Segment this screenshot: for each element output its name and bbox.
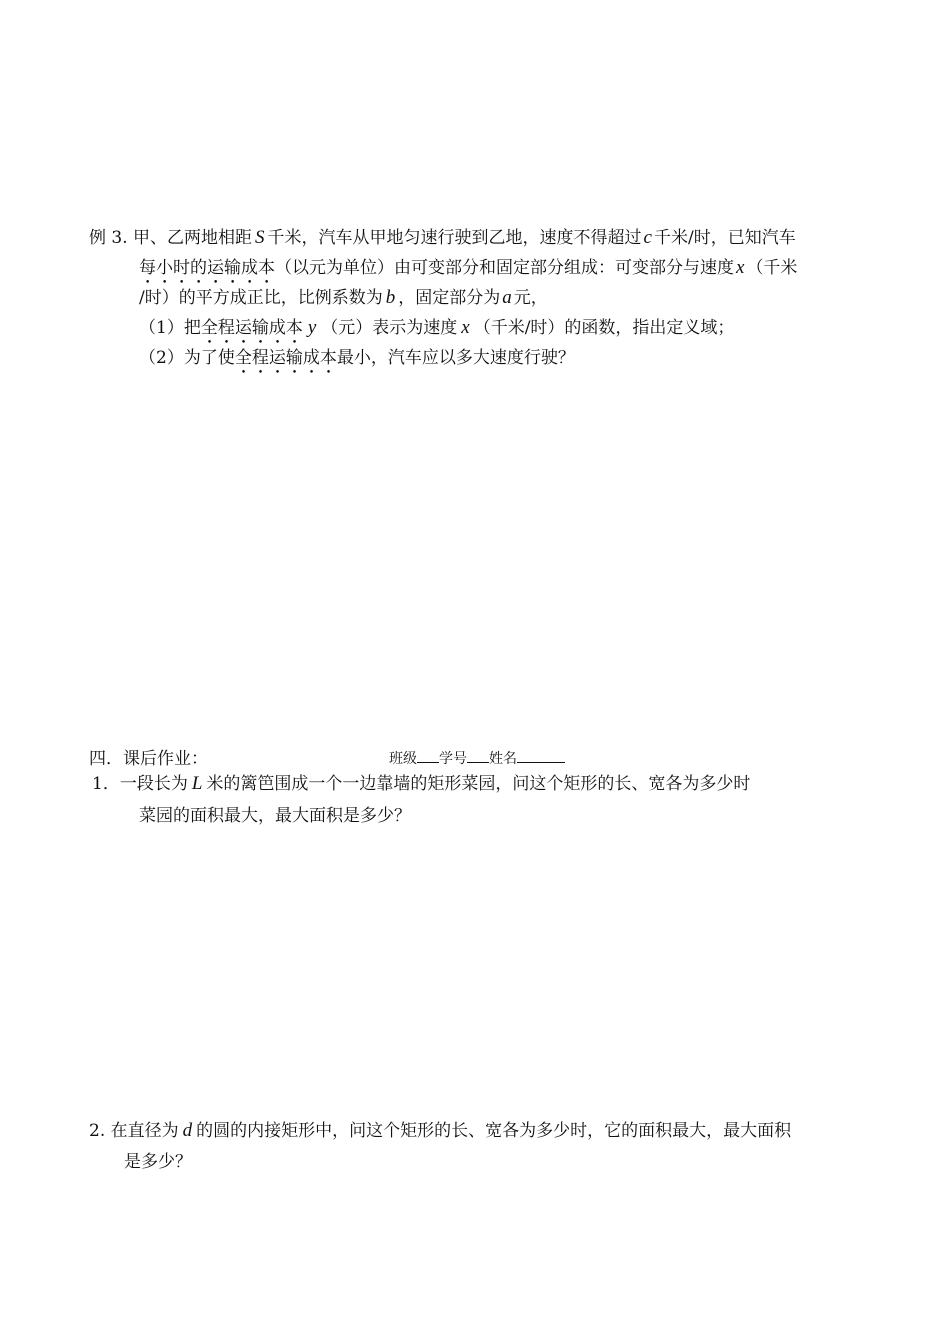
part1-text: （元）表示为速度 xyxy=(321,318,458,338)
part2-label: （2）为了使 xyxy=(139,348,235,368)
example3-text: 千米，汽车从甲地匀速行驶到乙地，速度不得超过 xyxy=(267,228,642,248)
example3-text-end: 元， xyxy=(513,288,548,308)
example3-label: 例 3. 甲、乙两地相距 xyxy=(89,228,253,248)
variable-d: d xyxy=(182,1120,193,1141)
example3-text-mid: ，固定部分为 xyxy=(398,288,501,308)
part2-text: 最小，汽车应以多大速度行驶？ xyxy=(336,348,575,368)
example3-line1 xyxy=(89,226,796,250)
question1-text: 米的篱笆围成一个一边靠墙的矩形菜园，问这个矩形的长、宽各为多少时 xyxy=(206,774,751,794)
question1-line2 xyxy=(139,804,411,828)
example3-line2 xyxy=(139,256,797,288)
question1-label: 1．一段长为 xyxy=(92,774,188,794)
question2-text-cont: 是多少？ xyxy=(124,1152,192,1172)
name-blank[interactable] xyxy=(517,748,565,763)
emphasis-hourly-cost: 每小时的运输成本 xyxy=(139,258,275,278)
variable-c: c xyxy=(643,227,652,248)
homework-heading xyxy=(89,747,208,771)
variable-l: L xyxy=(191,773,203,794)
example3-line3 xyxy=(139,286,548,310)
question2-line2 xyxy=(124,1150,192,1174)
variable-b: b xyxy=(385,287,396,308)
question1-text-cont: 菜园的面积最大，最大面积是多少？ xyxy=(139,806,411,826)
student-id-label: 学号 xyxy=(439,751,467,767)
example3-text-end: （千米 xyxy=(746,258,798,278)
homework-title: 四．课后作业： xyxy=(89,749,208,769)
example3-text: /时）的平方成正比，比例系数为 xyxy=(139,288,383,308)
name-label: 姓名 xyxy=(489,751,517,767)
student-info-fields xyxy=(389,747,565,771)
student-id-blank[interactable] xyxy=(467,748,489,763)
question2-text: 的圆的内接矩形中，问这个矩形的长、宽各为多少时，它的面积最大，最大面积 xyxy=(196,1121,792,1141)
question2-label: 2. 在直径为 xyxy=(89,1121,179,1141)
example3-text: （以元为单位）由可变部分和固定部分组成：可变部分与速度 xyxy=(275,258,734,278)
question1-line1 xyxy=(92,772,750,796)
class-label: 班级 xyxy=(389,751,417,767)
variable-a: a xyxy=(502,287,512,308)
variable-x: x xyxy=(736,257,745,278)
variable-y: y xyxy=(307,317,317,338)
example3-part2 xyxy=(139,346,575,378)
emphasis-total-cost: 全程运输成本 xyxy=(200,318,303,338)
example3-part1 xyxy=(139,316,734,348)
question2-line1 xyxy=(89,1119,791,1143)
variable-x: x xyxy=(461,317,470,338)
part1-label: （1）把 xyxy=(139,318,201,338)
emphasis-total-cost: 全程运输成本 xyxy=(234,348,337,368)
example3-text-end: 千米/时，已知汽车 xyxy=(653,228,796,248)
class-blank[interactable] xyxy=(417,748,439,763)
part1-text-end: （千米/时）的函数，指出定义域； xyxy=(473,318,735,338)
variable-s: S xyxy=(255,227,265,248)
